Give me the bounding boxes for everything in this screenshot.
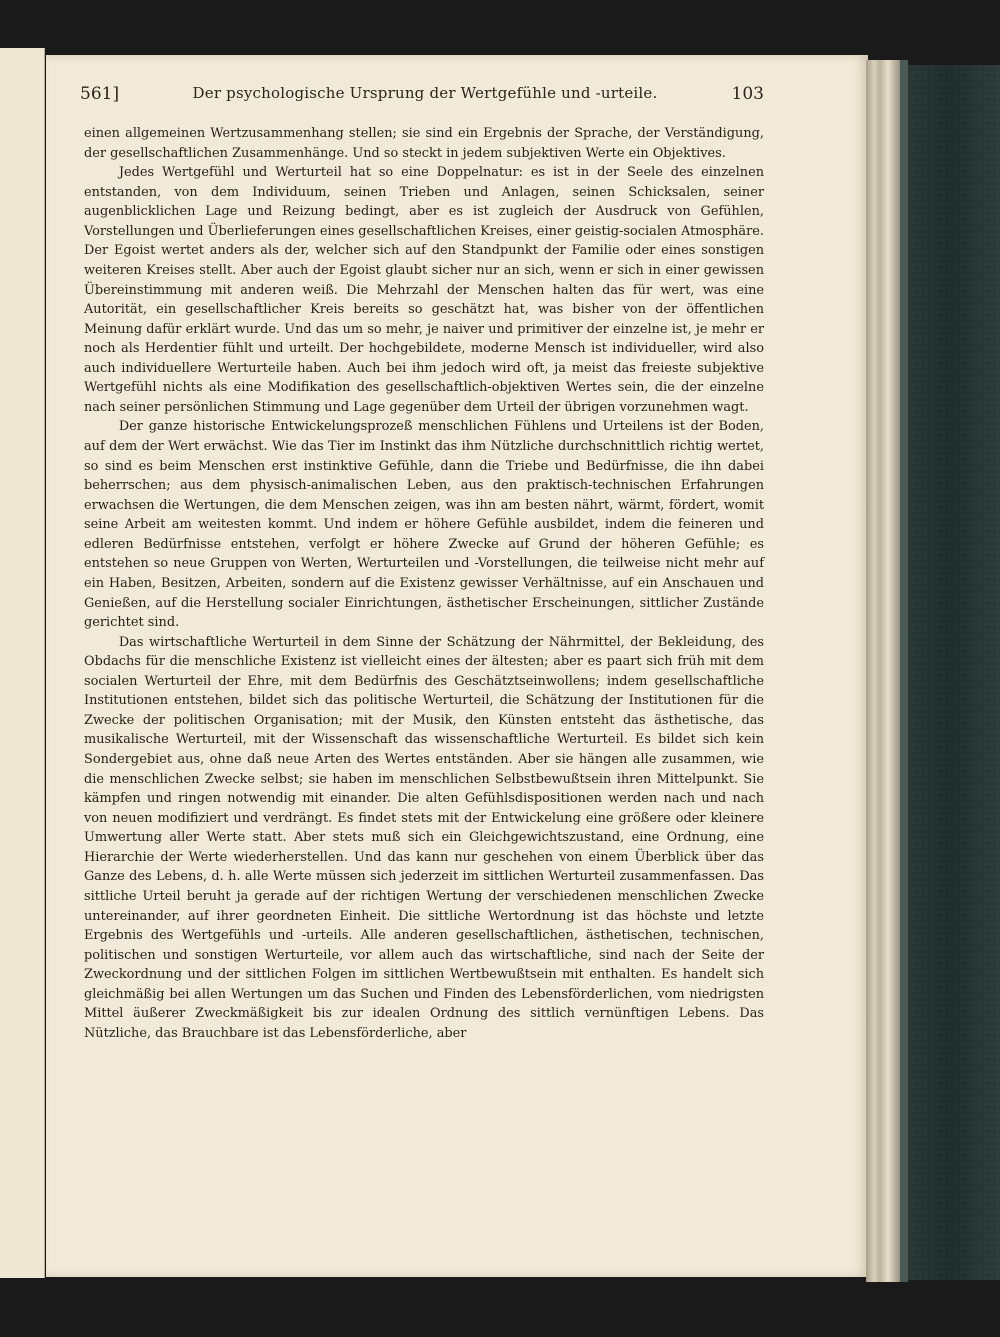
book-cover xyxy=(900,65,1000,1280)
running-title: Der psychologische Ursprung der Wertgefühle und -urteile. xyxy=(192,84,658,102)
paragraph: Der ganze historische Entwickelungsprozeß menschlichen Fühlens und Urteilens ist der Boden, auf dem der Wert erwächst. Wie das Tier im Instinkt das ihm Nützliche durchschnittlich richtig wertet, so sind es beim Menschen erst instinktive Gefühle, dann die Triebe und Bedürfnisse, die ihn dabei beherrschen; aus dem physisch-animalischen Leben, aus den praktisch-technischen Erfahrungen erwachsen die Wertungen, die dem Menschen zeigen, was ihn am besten nährt, wärmt, fördert, womit seine Arbeit am weitesten kommt. Und indem er höhere Gefühle ausbildet, indem die feineren und edleren Bedürfnisse entstehen, verfolgt er höhere Zwecke auf Grund der höheren Gefühle; es entstehen so neue Gruppen von Werten, Werturteilen und -Vorstellungen, die teilweise nicht mehr auf ein Haben, Besitzen, Arbeiten, sondern auf die Existenz gewisser Verhältnisse, auf ein Anschauen und Genießen, auf die Herstellung socialer Einrichtungen, ästhetischer Erscheinungen, sittlicher Zustände gerichtet sind. xyxy=(84,419,764,631)
page-number: 103 xyxy=(731,84,764,104)
paragraph: Jedes Wertgefühl und Werturteil hat so eine Doppelnatur: es ist in der Seele des einzelnen entstanden, von dem Individuum, seinen Trieben und Anlagen, seinen Schicksalen, seiner augenblicklichen Lage und Reizung bedingt, aber es ist zugleich der Ausdruck von Gefühlen, Vorstellungen und Überlieferungen eines gesellschaftlichen Kreises, einer geistig-socialen Atmosphäre. Der Egoist wertet anders als der, welcher sich auf den Standpunkt der Familie oder eines sonstigen weiteren Kreises stellt. Aber auch der Egoist glaubt sicher nur an sich, wenn er sich in einer gewissen Übereinstimmung mit anderen weiß. Die Mehrzahl der Menschen halten das für wert, was eine Autorität, ein gesellschaftlicher Kreis bereits so geschätzt hat, was bisher von der öffentlichen Meinung dafür erklärt wurde. Und das um so mehr, je naiver und primitiver der einzelne ist, je mehr er noch als Herdentier fühlt und urteilt. Der hochgebildete, moderne Mensch ist individueller, wird also auch individuellere Werturteile haben. Auch bei ihm jedoch wird oft, ja meist das freieste subjektive Wertgefühl nichts als eine Modifikation des gesellschaftlich-objektiven Wertes sein, die der einzelne nach seiner persönlichen Stimmung und Lage gegenüber dem Urteil der übrigen vorzunehmen wagt. xyxy=(84,165,764,415)
page-block-edge xyxy=(866,60,900,1282)
body-text xyxy=(84,124,764,1043)
paragraph-continuation: einen allgemeinen Wertzusammenhang stellen; sie sind ein Ergebnis der Sprache, der Verständigung, der gesellschaftlichen Zusammenhänge. Und so steckt in jedem subjektiven Werte ein Objektives. xyxy=(84,126,764,161)
paragraph: Das wirtschaftliche Werturteil in dem Sinne der Schätzung der Nährmittel, der Bekleidung, des Obdachs für die menschliche Existenz ist vielleicht eines der ältesten; aber es paart sich früh mit dem socialen Werturteil der Ehre, mit dem Bedürfnis des Geschätztseinwollens; indem gesellschaftliche Institutionen entstehen, bildet sich das politische Werturteil, die Schätzung der Institutionen für die Zwecke der politischen Organisation; mit der Musik, den Künsten entsteht das ästhetische, das musikalische Werturteil, mit der Wissenschaft das wissenschaftliche Werturteil. Es bildet sich kein Sondergebiet aus, ohne daß neue Arten des Wertes entständen. Aber sie hängen alle zusammen, wie die menschlichen Zwecke selbst; sie haben im menschlichen Selbstbewußtsein ihren Mittelpunkt. Sie kämpfen und ringen notwendig mit einander. Die alten Gefühlsdispositionen werden nach und nach von neuen modifiziert und verdrängt. Es findet stets mit der Entwickelung eine größere oder kleinere Umwertung aller Werte statt. Aber stets muß sich ein Gleichgewichtszustand, eine Ordnung, eine Hierarchie der Werte wiederherstellen. Und das kann nur geschehen von einem Überblick über das Ganze des Lebens, d. h. alle Werte müssen sich jederzeit im sittlichen Werturteil zusammenfassen. Das sittliche Urteil beruht ja gerade auf der richtigen Wertung der verschiedenen menschlichen Zwecke untereinander, auf ihrer geordneten Einheit. Die sittliche Wertordnung ist das höchste und letzte Ergebnis des Wertgefühls und -urteils. Alle anderen gesellschaftlichen, ästhetischen, technischen, politischen und sonstigen Werturteile, vor allem auch das wirtschaftliche, sind nach der Seite der Zweckordnung und der sittlichen Folgen im sittlichen Wertbewußtsein mit enthalten. Es handelt sich gleichmäßig bei allen Wertungen um das Suchen und Finden des Lebensförderlichen, vom niedrigsten Mittel äußerer Zweckmäßigkeit bis zur idealen Ordnung des sittlich vernünftigen Lebens. Das Nützliche, das Brauchbare ist das Lebensförderliche, aber xyxy=(84,634,764,1041)
original-page-number: 561] xyxy=(80,84,120,104)
cover-edge xyxy=(900,60,908,1282)
running-header xyxy=(80,84,764,104)
facing-page-edge xyxy=(0,48,45,1278)
